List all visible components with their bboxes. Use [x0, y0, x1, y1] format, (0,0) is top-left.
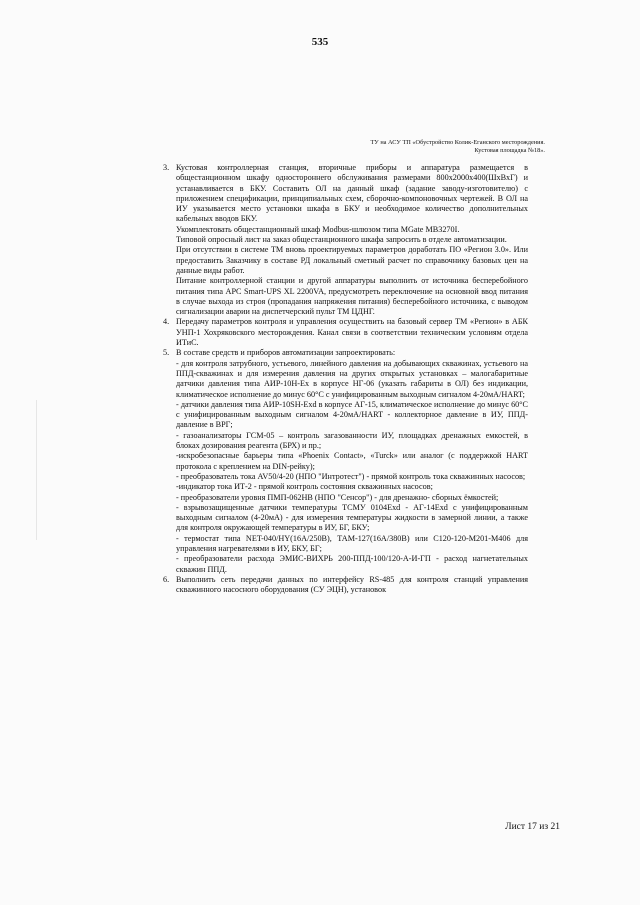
equipment-line: - преобразователь тока AV50/4-20 (НПО "Интротест") - прямой контроль тока скважинных насосов;: [176, 471, 526, 481]
scan-mark: [36, 400, 37, 540]
paragraph: Укомплектовать общестанционный шкаф Modbus-шлюзом типа MGate MB3270I.: [176, 224, 460, 234]
paragraph: В составе средств и приборов автоматизации запроектировать:: [176, 348, 396, 358]
list-item-6: [163, 575, 528, 596]
equipment-line: -искробезопасные барьеры типа «Phoenix Contact», «Turck» или аналог (с поддержкой HART протокола с креплением на DIN-рейку);: [176, 451, 528, 471]
item-number: 3.: [163, 163, 170, 172]
equipment-line: - газоанализаторы ГСМ-05 – контроль загазованности ИУ, площадках дренажных емкостей, в блоках дозирования реагента (БРХ) и пр.;: [176, 430, 528, 451]
paragraph: При отсутствии в системе ТМ вновь проектируемых параметров доработать ПО «Регион 3.0». Или предоставить Заказчику в составе РД локальный сметный расчет по справочнику базовых цен на данные виды работ.: [176, 245, 528, 275]
header-line-2: Кустовая площадка №18».: [474, 147, 545, 154]
list-item-4: [163, 317, 528, 348]
sheet-counter: Лист 17 из 21: [505, 822, 560, 832]
paragraph: Кустовая контроллерная станция, вторичные приборы и аппаратура размещается в общестанционном шкафу одностороннего обслуживания размерами 800х2000х400(ШхВхГ) и устанавливается в БКУ. Составить ОЛ на данный шкаф (задание заводу-изготовителю) с приложением спецификации, принципиальных схем, сборочно-компоновочных чертежей. В ОЛ на ИУ указывается место установки шкафа в БКУ и необходимое количество дополнительных кабельных вводов БКУ.: [176, 163, 528, 224]
equipment-line: - для контроля затрубного, устьевого, линейного давления на добывающих скважинах, устьевого на ППД-скважинах и для измерения давления на других открытых установках – малогабаритные датчики давления типа АИР-10Н-Ех в корпусе НГ-06 (указать габариты в ОЛ) без индикации, климатическое исполнение до минус 60°С с унифицированным выходным сигналом 4-20мА/HART;: [176, 358, 528, 399]
header-line-1: ТУ на АСУ ТП «Обустройство Колик-Еганского месторождения.: [370, 139, 545, 146]
item-number: 5.: [163, 348, 170, 358]
paragraph: Выполнить сеть передачи данных по интерфейсу RS-485 для контроля станций управления скважинного насосного оборудования (СУ ЭЦН), установок: [176, 574, 528, 595]
document-header: [370, 139, 545, 155]
page-number: 535: [311, 36, 329, 48]
paragraph: Питание контроллерной станции и другой аппаратуры выполнить от источника бесперебойного питания типа APC Smart-UPS XL 2200VA, предусмотреть переключение на основной ввод питания в случае выхода из строя (пропадания напряжения питания) бесперебойного источника, с выводом сигнализации аварии на диспетчерский пульт ТМ ЦДНГ.: [176, 276, 528, 317]
list-item-5: [163, 348, 528, 575]
equipment-line: - взрывозащищенные датчики температуры ТСМУ 0104Exd - АГ-14Exd с унифицированным выходным сигналом (4-20мА) - для измерения температуры жидкости в замерной линии, а также для контроля окружающей температуры в ИУ, БГ, БКУ;: [176, 502, 528, 533]
item-number: 4.: [163, 317, 170, 327]
document-body: [163, 163, 528, 595]
paragraph: Типовой опросный лист на заказ общестанционного шкафа запросить в отделе автоматизации.: [176, 235, 507, 245]
equipment-line: - преобразователи уровня ПМП-062НВ (НПО "Сенсор") - для дренажно- сборных ёмкостей;: [176, 492, 499, 502]
equipment-line: - преобразователи расхода ЭМИС-ВИХРЬ 200-ППД-100/120-А-И-ГП - расход нагнетательных скважин ППД.: [176, 554, 528, 574]
equipment-line: - датчики давления типа АИР-10SH-Exd в корпусе АГ-15, климатическое исполнение до минус 60°С с унифицированным выходным сигналом 4-20мА/HART - коллекторное давление в ИУ, ППД-давление в ВРГ;: [176, 399, 528, 430]
equipment-line: -индикатор тока ИТ-2 - прямой контроль состояния скважинных насосов;: [176, 482, 433, 492]
equipment-line: - термостат типа NET-040/HY(16A/250В), ТАМ-127(16А/380В) или С120-120-М201-М406 для управления нагревателями в ИУ, БКУ, БГ;: [176, 533, 528, 553]
item-number: 6.: [163, 574, 170, 584]
paragraph: Передачу параметров контроля и управления осуществить на базовый сервер ТМ «Регион» в АБК УНП-1 Хохряковского месторождения. Канал связи в соответствии техническим условиям отдела ИТиС.: [176, 317, 528, 348]
list-item-3: [163, 163, 528, 317]
